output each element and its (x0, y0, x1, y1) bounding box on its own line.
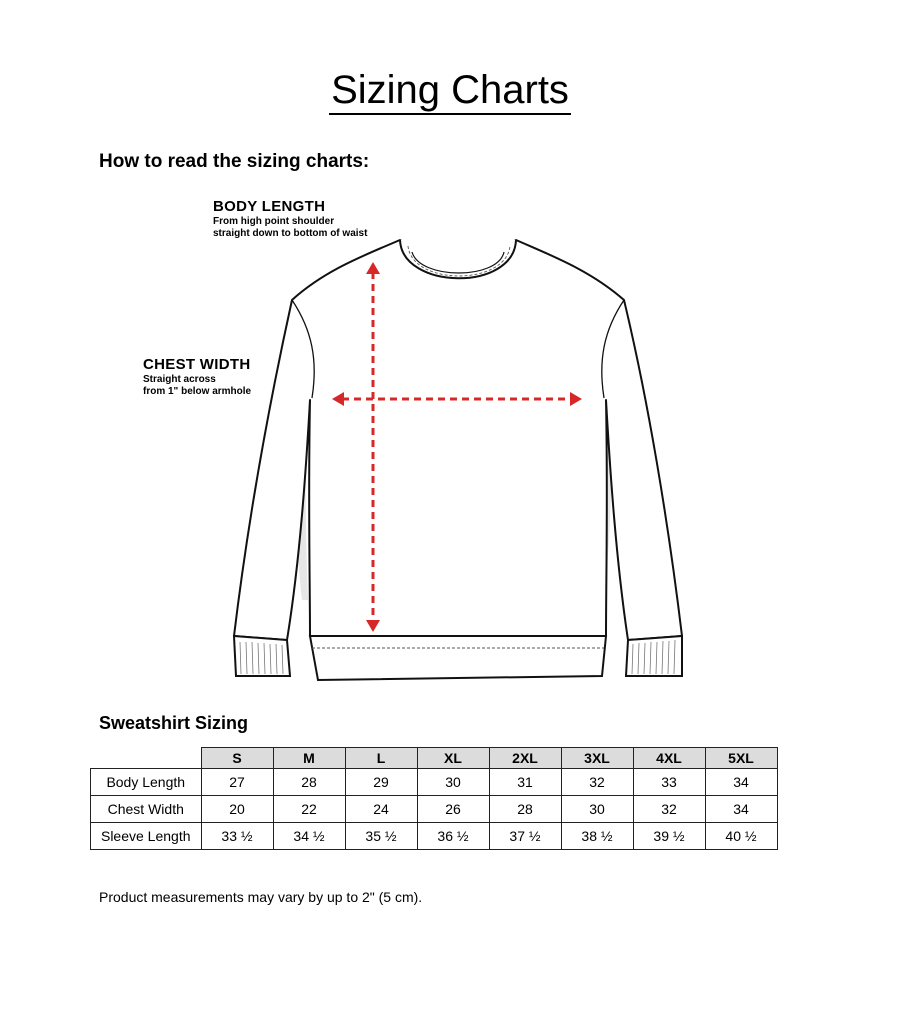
table-cell: 20 (201, 796, 273, 823)
measurement-note: Product measurements may vary by up to 2" (5 cm). (99, 889, 423, 905)
row-label: Sleeve Length (91, 823, 202, 850)
table-cell: 39 ½ (633, 823, 705, 850)
column-header: 3XL (561, 748, 633, 769)
column-header: L (345, 748, 417, 769)
table-cell: 32 (561, 769, 633, 796)
column-header: 4XL (633, 748, 705, 769)
table-cell: 28 (273, 769, 345, 796)
body-length-label: BODY LENGTH (213, 198, 326, 215)
table-cell: 30 (561, 796, 633, 823)
table-cell: 27 (201, 769, 273, 796)
table-cell: 29 (345, 769, 417, 796)
row-label: Chest Width (91, 796, 202, 823)
table-cell: 35 ½ (345, 823, 417, 850)
chest-width-desc-1: Straight across (143, 374, 216, 385)
page-title-text: Sizing Charts (329, 68, 571, 115)
table-cell: 40 ½ (705, 823, 777, 850)
column-header: 2XL (489, 748, 561, 769)
table-cell: 22 (273, 796, 345, 823)
table-corner-cell (91, 748, 202, 769)
body-length-desc-1: From high point shoulder (213, 216, 335, 227)
table-cell: 36 ½ (417, 823, 489, 850)
table-row (91, 796, 778, 823)
table-cell: 30 (417, 769, 489, 796)
column-header: S (201, 748, 273, 769)
table-cell: 33 (633, 769, 705, 796)
table-cell: 31 (489, 769, 561, 796)
table-header-row (91, 748, 778, 769)
body-length-desc-2: straight down to bottom of waist (213, 228, 368, 239)
sweatshirt-sizing-title: Sweatshirt Sizing (99, 713, 249, 733)
table-cell: 37 ½ (489, 823, 561, 850)
sizing-table (90, 747, 778, 850)
table-cell: 34 (705, 796, 777, 823)
left-cuff (234, 636, 290, 676)
table-cell: 26 (417, 796, 489, 823)
chest-width-desc-2: from 1" below armhole (143, 386, 252, 397)
howto-heading: How to read the sizing charts: (99, 151, 370, 172)
table-row (91, 769, 778, 796)
row-label: Body Length (91, 769, 202, 796)
table-cell: 38 ½ (561, 823, 633, 850)
column-header: 5XL (705, 748, 777, 769)
column-header: M (273, 748, 345, 769)
right-cuff (626, 636, 682, 676)
table-cell: 34 ½ (273, 823, 345, 850)
table-cell: 32 (633, 796, 705, 823)
chest-width-label: CHEST WIDTH (143, 356, 251, 373)
table-cell: 28 (489, 796, 561, 823)
waistband (310, 636, 606, 680)
column-header: XL (417, 748, 489, 769)
table-cell: 24 (345, 796, 417, 823)
table-cell: 33 ½ (201, 823, 273, 850)
table-cell: 34 (705, 769, 777, 796)
table-row (91, 823, 778, 850)
